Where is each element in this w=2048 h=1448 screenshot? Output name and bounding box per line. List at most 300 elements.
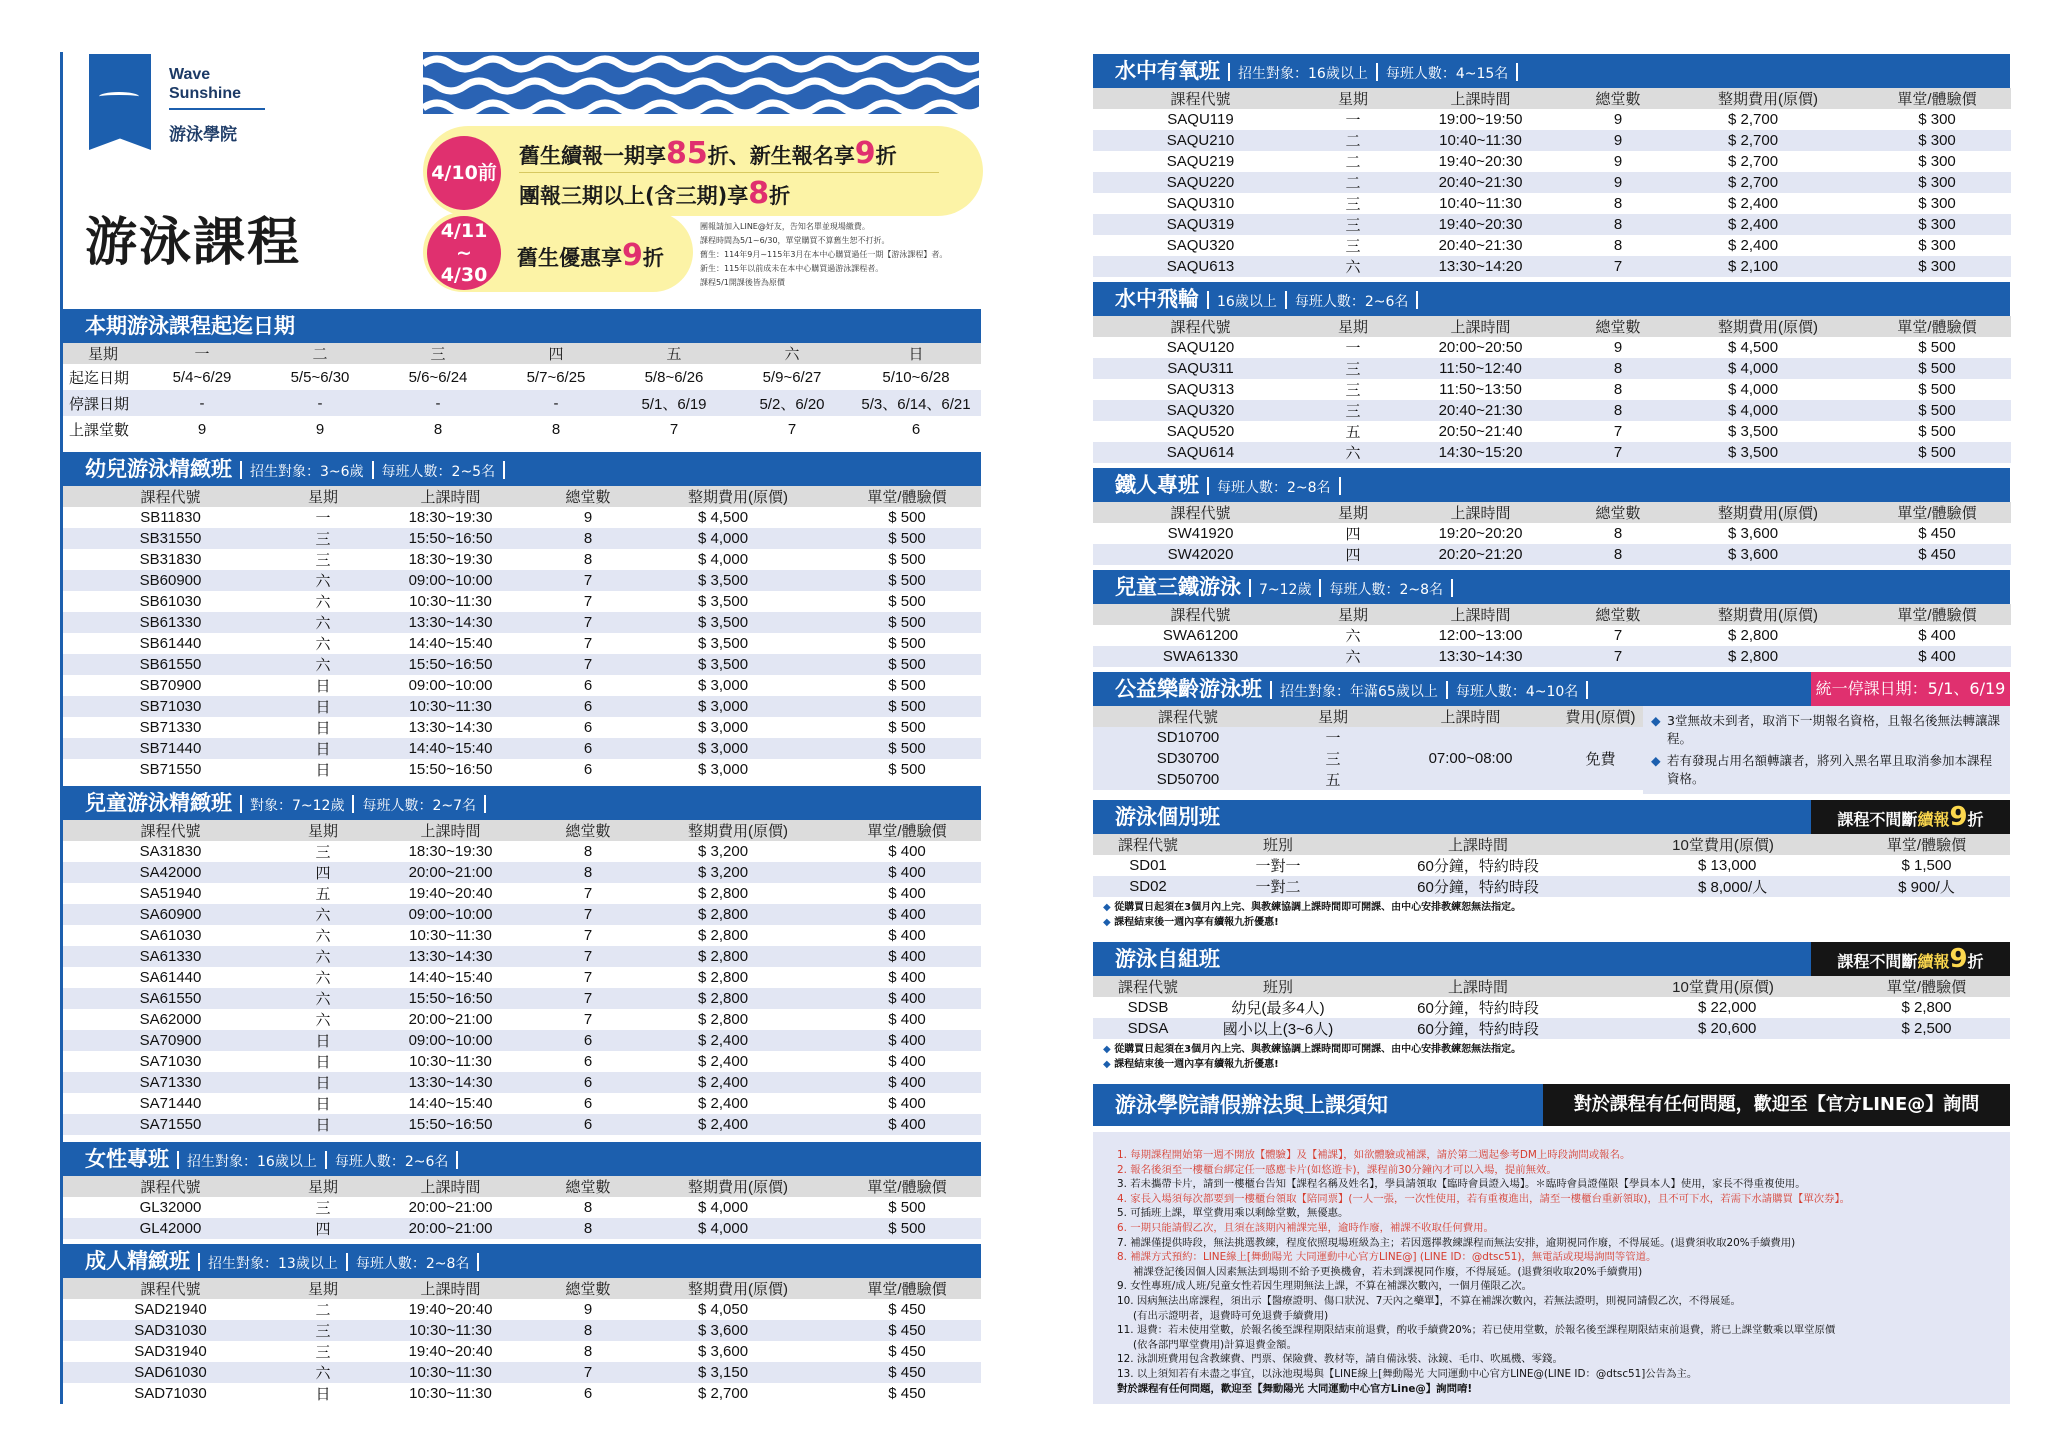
table-row (1093, 109, 2011, 130)
schedule-cell: 5/4~6/29 (143, 364, 261, 390)
table-cell: $ 2,800 (643, 925, 833, 946)
column-header: 課程代號 (1093, 502, 1308, 523)
table-cell: 14:40~15:40 (368, 967, 533, 988)
table-cell: 10:30~11:30 (368, 925, 533, 946)
table-cell: 9 (1563, 130, 1673, 151)
schedule-cell: 起迄日期 (63, 364, 143, 390)
table-row (63, 1218, 981, 1239)
table-cell: 15:50~16:50 (368, 528, 533, 549)
table-cell: 六 (278, 633, 368, 654)
table-cell: $ 2,800 (1843, 997, 2010, 1018)
rule-item: 2. 報名後須至一樓櫃台綁定任一感應卡片(如悠遊卡)，課程前30分鐘內才可以入場，提前無效。 (1117, 1163, 1557, 1176)
table-cell: 8 (533, 1218, 643, 1239)
table-cell: 六 (1308, 256, 1398, 277)
table-cell: SAD21940 (63, 1299, 278, 1320)
table-cell: 三 (1308, 235, 1398, 256)
table-cell: 日 (278, 675, 368, 696)
table-cell: SA60900 (63, 904, 278, 925)
table-cell: 18:30~19:30 (368, 841, 533, 862)
table-row (63, 528, 981, 549)
section-private: 游泳個別班 (1093, 800, 2010, 834)
table-row (63, 1030, 981, 1051)
table-cell: $ 3,000 (643, 759, 833, 780)
table-cell: $ 2,800 (643, 967, 833, 988)
table-row (1093, 337, 2011, 358)
table-row (1093, 172, 2011, 193)
table-cell: SB31830 (63, 549, 278, 570)
schedule-header-cell: 六 (733, 343, 851, 364)
table-cell: SB61030 (63, 591, 278, 612)
table-cell: 7 (533, 1009, 643, 1030)
schedule-table (63, 343, 981, 442)
table-row (63, 507, 981, 528)
table-cell: $ 3,000 (643, 738, 833, 759)
column-header: 10堂費用(原價) (1603, 834, 1843, 855)
schedule-cell: 8 (379, 416, 497, 442)
column-header: 星期 (1308, 502, 1398, 523)
table-cell: GL42000 (63, 1218, 278, 1239)
table-cell: $ 4,000 (643, 528, 833, 549)
table-cell: 11:50~12:40 (1398, 358, 1563, 379)
table-cell: 13:30~14:20 (1398, 256, 1563, 277)
triathlon-course-table (1093, 604, 2011, 667)
table-cell: $ 500 (833, 549, 981, 570)
section-aerobic: 水中有氧班 招生對象：16歲以上 每班人數：4~15名 (1093, 54, 2010, 88)
table-cell: 19:40~20:30 (1398, 151, 1563, 172)
table-cell: 7 (533, 967, 643, 988)
table-cell: 19:40~20:40 (368, 883, 533, 904)
table-cell: 8 (533, 1341, 643, 1362)
table-cell: $ 400 (833, 1093, 981, 1114)
table-cell: $ 500 (833, 759, 981, 780)
table-cell: 日 (278, 717, 368, 738)
logo-text-zh: 游泳學院 (169, 125, 237, 145)
table-cell: $ 400 (833, 1072, 981, 1093)
table-cell: $ 3,600 (643, 1341, 833, 1362)
senior-fee: 免費 (1558, 727, 1643, 790)
table-cell: SB71440 (63, 738, 278, 759)
table-cell: SB31550 (63, 528, 278, 549)
table-row (63, 1009, 981, 1030)
promo-line-3: 舊生優惠享9折 (517, 238, 664, 273)
table-cell: SB61330 (63, 612, 278, 633)
table-cell: SAQU210 (1093, 130, 1308, 151)
table-cell: $ 400 (1863, 646, 2011, 667)
table-cell: $ 500 (833, 675, 981, 696)
table-row (63, 841, 981, 862)
table-cell: 11:50~13:50 (1398, 379, 1563, 400)
table-cell: 二 (1308, 151, 1398, 172)
table-cell: 20:00~21:00 (368, 1197, 533, 1218)
table-cell: 6 (533, 1072, 643, 1093)
section-triathlon: 兒童三鐵游泳 7~12歲 每班人數：2~8名 (1093, 570, 2010, 604)
column-header: 上課時間 (1398, 316, 1563, 337)
schedule-header-cell: 四 (497, 343, 615, 364)
column-header: 星期 (1308, 88, 1398, 109)
table-cell: 六 (278, 654, 368, 675)
table-cell: $ 3,150 (643, 1362, 833, 1383)
table-row (63, 925, 981, 946)
right-page (1093, 52, 2010, 1404)
table-cell: $ 300 (1863, 130, 2011, 151)
table-cell: 二 (1308, 172, 1398, 193)
table-cell: $ 3,600 (1673, 544, 1863, 565)
column-header: 班別 (1203, 976, 1353, 997)
table-cell: 8 (1563, 358, 1673, 379)
table-cell: 18:30~19:30 (368, 507, 533, 528)
schedule-header-cell: 日 (851, 343, 981, 364)
table-cell: 20:00~21:00 (368, 1218, 533, 1239)
table-cell: SD01 (1093, 855, 1203, 876)
table-cell: 日 (278, 1114, 368, 1135)
table-cell: $ 3,000 (643, 717, 833, 738)
iron-course-table (1093, 502, 2011, 565)
table-row (1093, 997, 2010, 1018)
private-course-table (1093, 834, 2010, 897)
table-cell: $ 500 (833, 633, 981, 654)
table-cell: SWA61200 (1093, 625, 1308, 646)
section-child: 兒童游泳精緻班 對象：7~12歲 每班人數：2~7名 (63, 786, 981, 820)
column-header: 上課時間 (1398, 502, 1563, 523)
table-cell: 6 (533, 1051, 643, 1072)
senior-closure-tag: 統一停課日期：5/1、6/19 (1811, 672, 2010, 706)
table-cell: 三 (278, 549, 368, 570)
table-cell: $ 500 (833, 1218, 981, 1239)
table-cell: $ 4,500 (1673, 337, 1863, 358)
column-header: 星期 (278, 820, 368, 841)
table-cell: $ 2,800 (643, 988, 833, 1009)
table-cell: $ 2,400 (643, 1093, 833, 1114)
table-cell: 六 (278, 570, 368, 591)
table-cell: $ 2,700 (643, 1383, 833, 1404)
table-cell: 10:40~11:30 (1398, 130, 1563, 151)
schedule-cell: - (497, 390, 615, 416)
table-cell: 15:50~16:50 (368, 988, 533, 1009)
table-cell: SB61550 (63, 654, 278, 675)
table-cell: $ 450 (1863, 523, 2011, 544)
table-cell: 8 (533, 549, 643, 570)
table-cell: SB71550 (63, 759, 278, 780)
schedule-header-cell: 二 (261, 343, 379, 364)
table-cell: 7 (533, 925, 643, 946)
rule-item: 11. 退費：若未使用堂數，於報名後至課程期限結束前退費，酌收手續費20%；若已使用堂數，於報名後至課程期限結束前退費，將已上課堂數乘以單堂原價 (1117, 1324, 1836, 1337)
table-cell: 8 (533, 862, 643, 883)
table-cell: 7 (533, 570, 643, 591)
table-cell: $ 2,800 (643, 946, 833, 967)
table-cell: SA71550 (63, 1114, 278, 1135)
badge-late: 4/11 ~ 4/30 (427, 216, 501, 290)
promo-notes: 團報請加入LINE@好友，告知名單並現場繳費。 課程時間為5/1~6/30，單堂購買不算舊生恕不打折。 舊生：114年9月~115年3月在本中心購買過任一期【游泳課程】者。 新生：115年以前成未在本中心購買過游泳課程者。 課程5/1開課後皆為原價 (700, 222, 948, 287)
schedule-header-cell: 三 (379, 343, 497, 364)
table-cell: SAQU220 (1093, 172, 1308, 193)
table-cell: 13:30~14:30 (368, 717, 533, 738)
table-cell: $ 2,800 (1673, 646, 1863, 667)
table-cell: $ 1,500 (1843, 855, 2010, 876)
table-cell: 六 (278, 1362, 368, 1383)
table-row (63, 1072, 981, 1093)
table-cell: 三 (278, 528, 368, 549)
table-cell: $ 2,400 (643, 1072, 833, 1093)
table-cell: 15:50~16:50 (368, 1114, 533, 1135)
table-row (1093, 193, 2011, 214)
column-header: 課程代號 (63, 1176, 278, 1197)
private-notes: ◆ 從購買日起須在3個月內上完、與教練協調上課時間即可開課、由中心安排教練恕無法指定。 ◆ 課程結束後一週內享有續報九折優惠! (1103, 902, 1522, 928)
table-cell: 六 (278, 946, 368, 967)
schedule-cell: 5/6~6/24 (379, 364, 497, 390)
table-row (63, 1383, 981, 1404)
column-header: 單堂/體驗價 (833, 486, 981, 507)
column-header: 上課時間 (1398, 604, 1563, 625)
table-cell: $ 500 (833, 1197, 981, 1218)
table-cell: $ 450 (833, 1362, 981, 1383)
table-row (1093, 358, 2011, 379)
rule-item: 4. 家長入場須每次都要到一樓櫃台領取【陪同票】(一人一張，一次性使用，若有重複進出，請至一樓櫃台重新領取)，且不可下水，若需下水請購買【單次券】。 (1117, 1192, 1851, 1205)
table-row (63, 717, 981, 738)
table-cell: 六 (1308, 625, 1398, 646)
table-row (1093, 625, 2011, 646)
table-cell: 7 (533, 633, 643, 654)
table-cell: $ 400 (833, 862, 981, 883)
table-cell: $ 2,700 (1673, 151, 1863, 172)
table-cell: 20:40~21:30 (1398, 172, 1563, 193)
table-cell: $ 4,000 (643, 1197, 833, 1218)
column-header: 單堂/體驗價 (833, 820, 981, 841)
rule-item: 10. 因病無法出席課程，須出示【醫療證明、傷口狀況、7天內之藥單】，不算在補課次數內，若無法證明，則視同請假乙次，不得展延。 (1117, 1294, 1741, 1307)
table-cell: SAQU319 (1093, 214, 1308, 235)
table-cell: $ 13,000 (1603, 855, 1843, 876)
table-cell: 一對二 (1203, 876, 1353, 897)
table-row (63, 1051, 981, 1072)
table-cell: 19:40~20:40 (368, 1299, 533, 1320)
table-cell: 8 (1563, 400, 1673, 421)
table-cell: SA61550 (63, 988, 278, 1009)
table-cell: 13:30~14:30 (368, 946, 533, 967)
table-cell: SAD61030 (63, 1362, 278, 1383)
rule-item: 6. 一期只能請假乙次，且須在該期內補課完畢，逾時作廢，補課不收取任何費用。 (1117, 1221, 1494, 1234)
table-cell: 六 (278, 1009, 368, 1030)
table-cell: $ 900/人 (1843, 876, 2010, 897)
table-cell: 09:00~10:00 (368, 570, 533, 591)
table-row (1093, 421, 2011, 442)
table-row (63, 862, 981, 883)
table-cell: 一 (278, 507, 368, 528)
table-cell: 10:30~11:30 (368, 591, 533, 612)
logo-text-sunshine: Sunshine (169, 85, 242, 102)
table-cell: 9 (1563, 109, 1673, 130)
child-course-table (63, 820, 981, 1135)
aerobic-course-table (1093, 88, 2011, 277)
table-cell: 09:00~10:00 (368, 1030, 533, 1051)
table-cell: SAQU120 (1093, 337, 1308, 358)
column-header: 單堂/體驗價 (1843, 976, 2010, 997)
table-row (1093, 400, 2011, 421)
schedule-cell: 5/3、6/14、6/21 (851, 390, 981, 416)
column-header: 星期 (278, 1176, 368, 1197)
table-row (63, 633, 981, 654)
contact-banner: 對於課程有任何問題，歡迎至【官方LINE@】詢問 (1543, 1084, 2010, 1126)
table-cell: 六 (278, 612, 368, 633)
table-cell: $ 4,050 (643, 1299, 833, 1320)
schedule-cell: - (143, 390, 261, 416)
table-cell: $ 500 (833, 717, 981, 738)
table-cell: $ 400 (833, 904, 981, 925)
table-cell: $ 300 (1863, 109, 2011, 130)
schedule-cell: 5/2、6/20 (733, 390, 851, 416)
table-cell: SAQU520 (1093, 421, 1308, 442)
table-cell: 8 (1563, 544, 1673, 565)
schedule-cell: 7 (615, 416, 733, 442)
table-cell: SAQU310 (1093, 193, 1308, 214)
table-cell: $ 500 (833, 570, 981, 591)
column-header: 整期費用(原價) (1673, 604, 1863, 625)
table-cell: $ 2,100 (1673, 256, 1863, 277)
table-cell: 19:40~20:30 (1398, 214, 1563, 235)
table-cell: $ 500 (1863, 442, 2011, 463)
table-row (63, 946, 981, 967)
table-row (63, 967, 981, 988)
table-cell: $ 4,000 (643, 549, 833, 570)
table-row (63, 416, 981, 442)
column-header: 課程代號 (1093, 976, 1203, 997)
table-cell: $ 2,400 (643, 1114, 833, 1135)
table-cell: 7 (1563, 421, 1673, 442)
table-cell: SA71030 (63, 1051, 278, 1072)
schedule-header-cell: 一 (143, 343, 261, 364)
section-spin: 水中飛輪 16歲以上 每班人數：2~6名 (1093, 282, 2010, 316)
table-cell: $ 500 (1863, 379, 2011, 400)
column-header: 單堂/體驗價 (1863, 604, 2011, 625)
column-header: 總堂數 (533, 1176, 643, 1197)
table-cell: 6 (533, 696, 643, 717)
table-cell: SAQU219 (1093, 151, 1308, 172)
table-cell: 四 (1308, 544, 1398, 565)
column-header: 課程代號 (63, 820, 278, 841)
table-cell: 日 (278, 1051, 368, 1072)
section-schedule: 本期游泳課程起迄日期 (63, 309, 981, 343)
table-cell: SA61440 (63, 967, 278, 988)
table-cell: $ 2,800 (643, 1009, 833, 1030)
column-header: 10堂費用(原價) (1603, 976, 1843, 997)
column-header: 星期 (278, 1278, 368, 1299)
table-cell: 14:40~15:40 (368, 1093, 533, 1114)
table-cell: $ 2,700 (1673, 130, 1863, 151)
table-cell: 8 (1563, 193, 1673, 214)
table-cell: 60分鐘，特約時段 (1353, 855, 1603, 876)
women-course-table (63, 1176, 981, 1239)
table-row (1093, 130, 2011, 151)
table-cell: 60分鐘，特約時段 (1353, 997, 1603, 1018)
table-cell: SA71330 (63, 1072, 278, 1093)
table-row (1093, 235, 2011, 256)
table-cell: 三 (1308, 214, 1398, 235)
column-header: 總堂數 (1563, 316, 1673, 337)
table-cell: $ 4,000 (1673, 358, 1863, 379)
table-row (1093, 1018, 2010, 1039)
table-cell: SA42000 (63, 862, 278, 883)
table-cell: 8 (1563, 379, 1673, 400)
table-cell: 三 (1308, 400, 1398, 421)
column-header: 上課時間 (368, 820, 533, 841)
table-cell: 8 (1563, 214, 1673, 235)
schedule-cell: 5/7~6/25 (497, 364, 615, 390)
left-page (60, 52, 980, 1404)
table-cell: $ 500 (833, 696, 981, 717)
table-cell: $ 20,600 (1603, 1018, 1843, 1039)
promo-line-1: 舊生續報一期享85折、新生報名享9折 (519, 136, 897, 171)
column-header: 單堂/體驗價 (1863, 502, 2011, 523)
table-cell: $ 2,800 (643, 904, 833, 925)
table-cell: 15:50~16:50 (368, 759, 533, 780)
table-cell: SAD31030 (63, 1320, 278, 1341)
column-header: 上課時間 (368, 1278, 533, 1299)
table-row (63, 1341, 981, 1362)
table-cell: SD02 (1093, 876, 1203, 897)
table-cell: 14:40~15:40 (368, 633, 533, 654)
table-cell: 8 (533, 1320, 643, 1341)
table-row (63, 675, 981, 696)
table-row (63, 696, 981, 717)
table-cell: 10:30~11:30 (368, 1383, 533, 1404)
column-header: 上課時間 (1353, 834, 1603, 855)
table-row (63, 591, 981, 612)
column-header: 總堂數 (1563, 604, 1673, 625)
table-cell: 9 (533, 1299, 643, 1320)
schedule-cell: 8 (497, 416, 615, 442)
table-cell: 13:30~14:30 (1398, 646, 1563, 667)
table-cell: SB70900 (63, 675, 278, 696)
table-row (1093, 523, 2011, 544)
table-cell: $ 4,000 (1673, 400, 1863, 421)
table-cell: SA61030 (63, 925, 278, 946)
section-group: 游泳自組班 (1093, 942, 2010, 976)
schedule-header-cell: 五 (615, 343, 733, 364)
rule-item: 8. 補課方式預約：LINE線上[舞動陽光 大同運動中心官方LINE@] (LINE ID：@dtsc51)，無電話或現場詢問等管道。 (1117, 1251, 1657, 1264)
table-cell: $ 400 (833, 1009, 981, 1030)
table-row (63, 1362, 981, 1383)
rule-item: 7. 補課僅提供時段，無法挑選教練，程度依照現場班級為主；若因選擇教練課程而無法安排，逾期視同作廢，不得展延。(退費須收取20%手續費用) (1117, 1236, 1796, 1249)
table-cell: $ 450 (833, 1383, 981, 1404)
table-row (63, 1093, 981, 1114)
table-row (63, 883, 981, 904)
table-cell: $ 2,700 (1673, 172, 1863, 193)
column-header: 課程代號 (1093, 604, 1308, 625)
table-row (63, 759, 981, 780)
table-row (63, 988, 981, 1009)
table-cell: 一對一 (1203, 855, 1353, 876)
table-cell: SDSB (1093, 997, 1203, 1018)
table-cell: $ 3,000 (643, 696, 833, 717)
table-cell: $ 300 (1863, 172, 2011, 193)
table-cell: 日 (278, 1383, 368, 1404)
table-cell: 60分鐘，特約時段 (1353, 1018, 1603, 1039)
table-cell: SWA61330 (1093, 646, 1308, 667)
schedule-cell: 5/10~6/28 (851, 364, 981, 390)
table-cell: 7 (533, 591, 643, 612)
table-cell: 09:00~10:00 (368, 675, 533, 696)
table-cell: 日 (278, 738, 368, 759)
table-cell: SAQU311 (1093, 358, 1308, 379)
table-cell: $ 450 (833, 1299, 981, 1320)
table-cell: 六 (278, 988, 368, 1009)
table-cell: 20:20~21:20 (1398, 544, 1563, 565)
schedule-cell: 5/9~6/27 (733, 364, 851, 390)
table-cell: $ 500 (833, 591, 981, 612)
table-cell: 四 (278, 1218, 368, 1239)
table-cell: 六 (278, 967, 368, 988)
group-course-table (1093, 976, 2010, 1039)
table-cell: $ 3,600 (1673, 523, 1863, 544)
table-cell: 三 (278, 1341, 368, 1362)
